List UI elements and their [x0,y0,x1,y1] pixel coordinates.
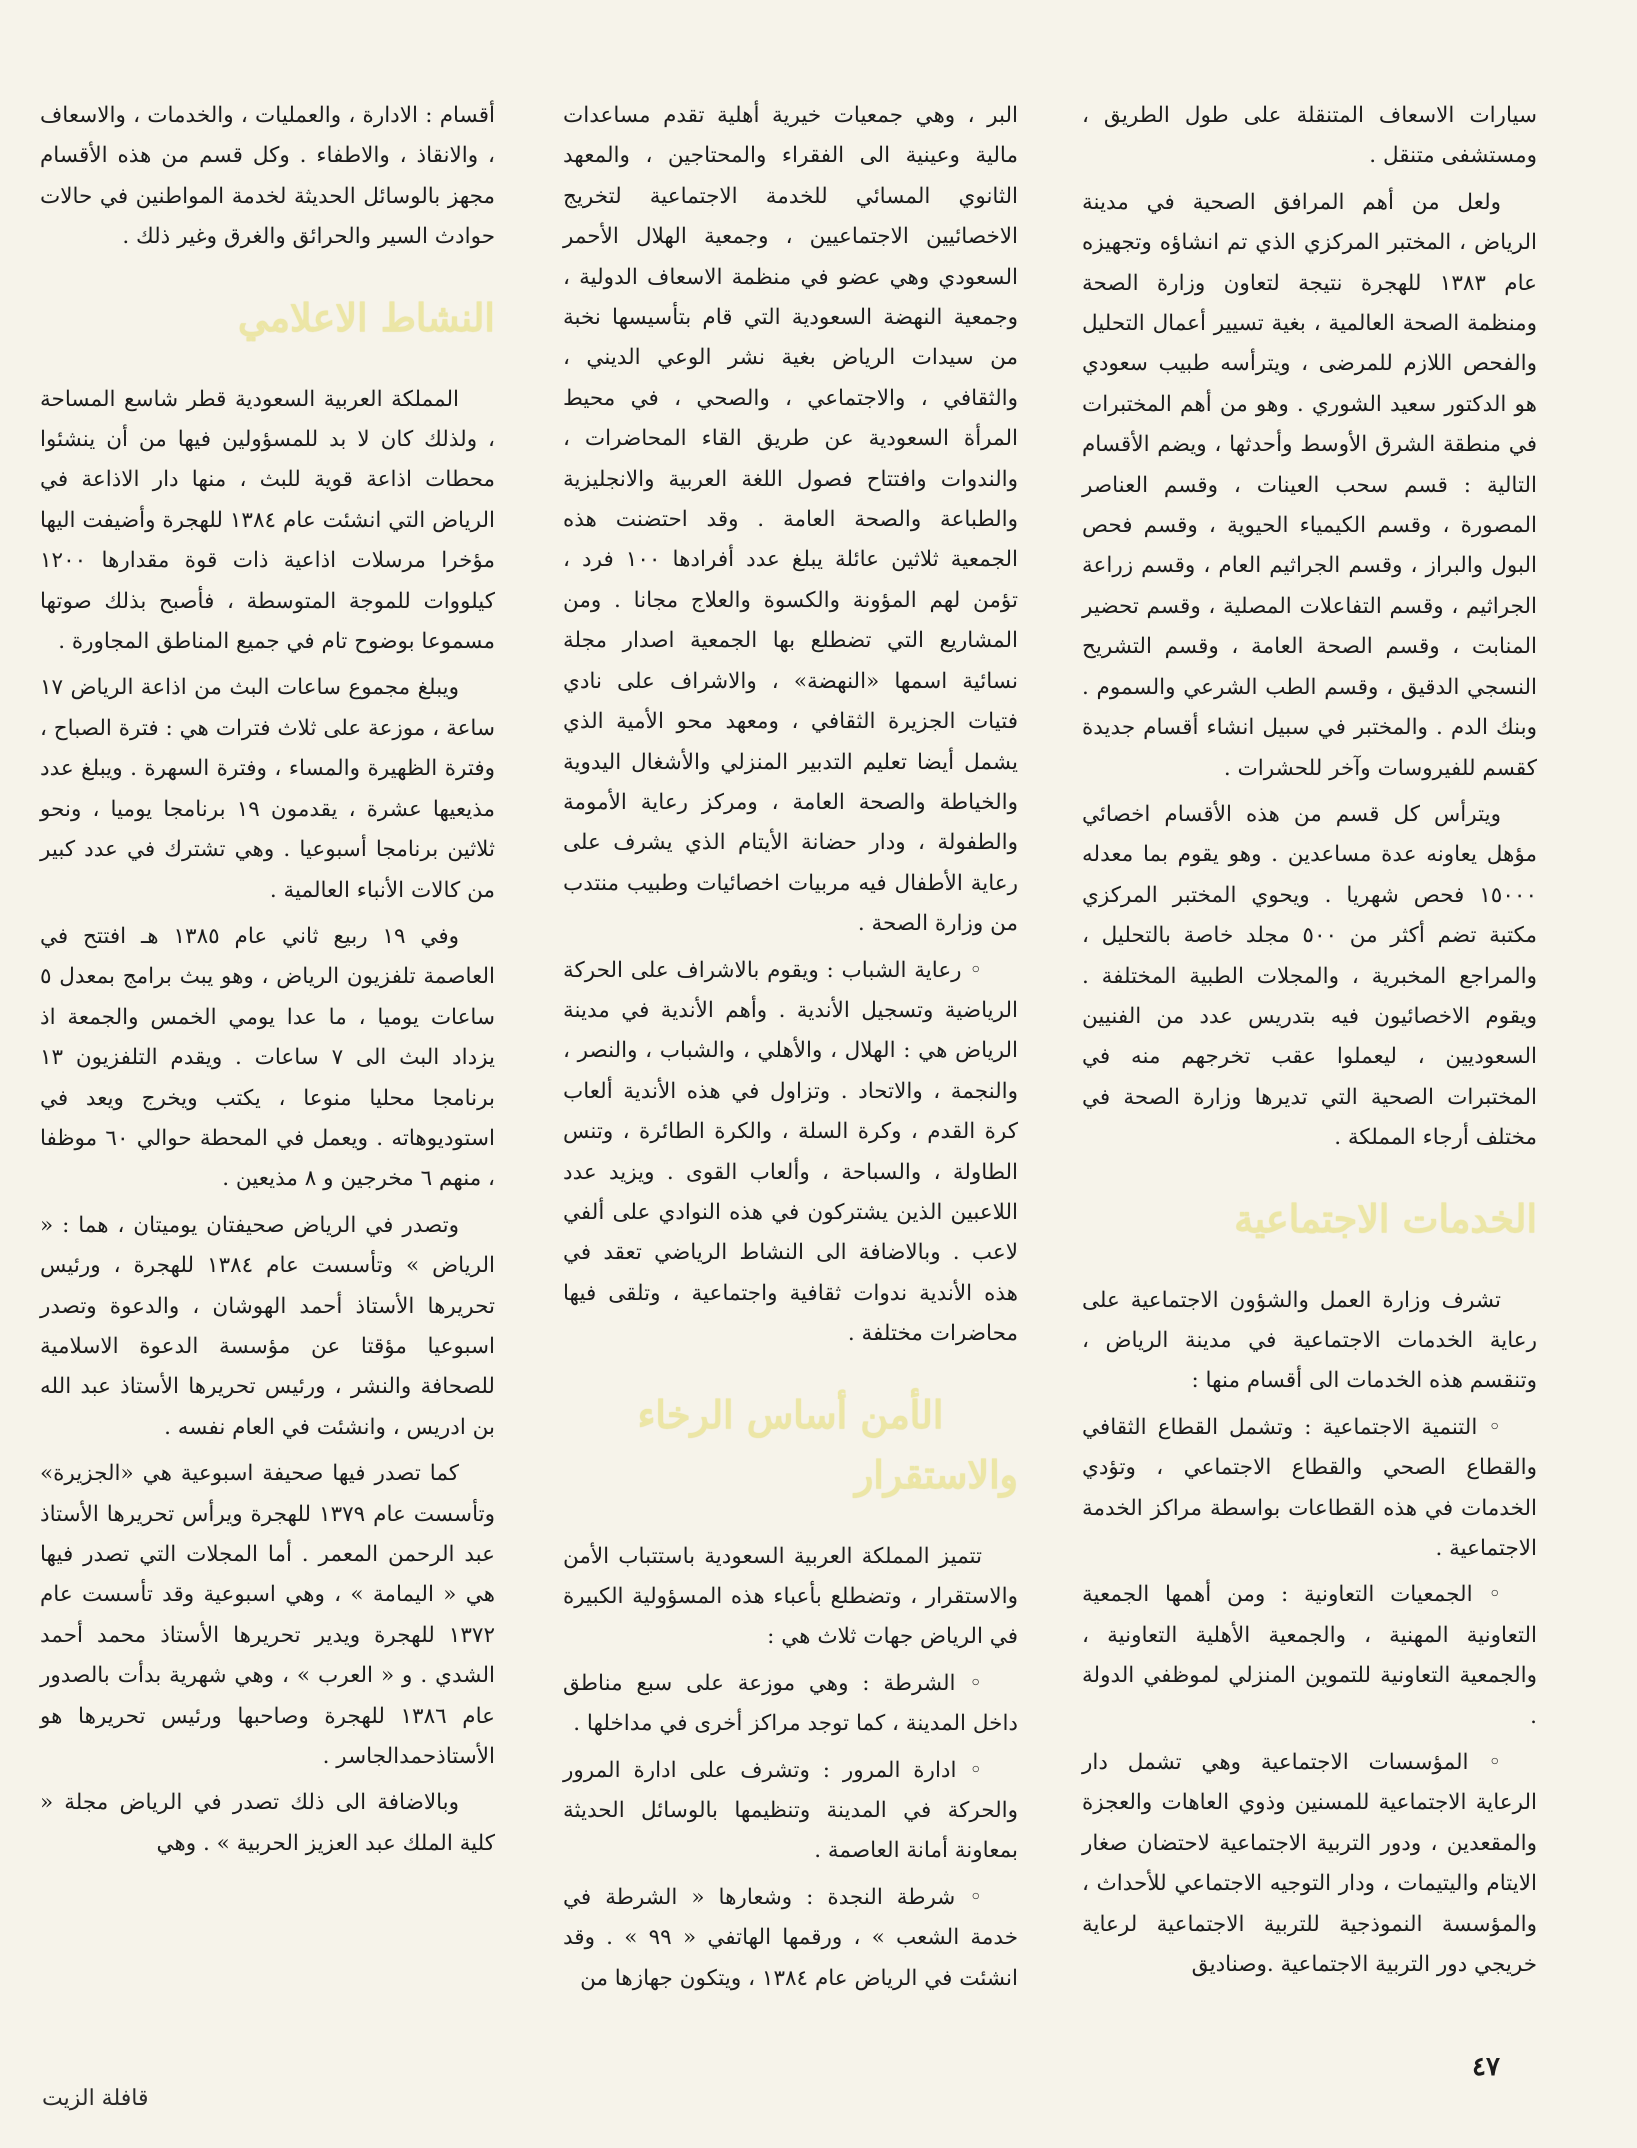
paragraph: ◦ الجمعيات التعاونية : ومن أهمها الجمعية التعاونية المهنية ، والجمعية الأهلية التعاونية ، والجمعية التعاونية للتموين المنزلي لموظفي الدولة . [1082,1582,1537,1729]
paragraph: وبالاضافة الى ذلك تصدر في الرياض مجلة « كلية الملك عبد العزيز الحربية » . وهي [40,1790,495,1856]
paragraph: وفي ١٩ ربيع ثاني عام ١٣٨٥ هـ افتتح في العاصمة تلفزيون الرياض ، وهو يبث برامج بمعدل ٥ ساعات يوميا ، ما عدا يومي الخمس والجمعة اذ يزداد البث الى ٧ ساعات . ويقدم التلفزيون ١٣ برنامجا محليا منوعا ، يكتب ويخرج ويعد في استوديوهاته . ويعمل في المحطة حوالي ٦٠ موظفا ، منهم ٦ مخرجين و ٨ مذيعين . [40,923,495,1192]
paragraph: ◦ ادارة المرور : وتشرف على ادارة المرور والحركة في المدينة وتنظيمها بالوسائل الحديثة بمعاونة أمانة العاصمة . [563,1757,1018,1864]
paragraph: تشرف وزارة العمل والشؤون الاجتماعية على رعاية الخدمات الاجتماعية في مدينة الرياض ، وتنقسم هذه الخدمات الى أقسام منها : [1082,1287,1537,1394]
paragraph: ◦ المؤسسات الاجتماعية وهي تشمل دار الرعاية الاجتماعية للمسنين وذوي العاهات والعجزة والمقعدين ، ودور التربية الاجتماعية لاحتضان صغار الايتام واليتيمات ، ودار التوجيه الاجتماعي للأحداث ، والمؤسسة النموذجية للتربية الاجتماعية لرعاية خريجي دور التربية الاجتماعية .وصناديق [1082,1750,1537,1978]
column-middle [563,96,1018,2005]
section-heading-security: الأمن أساس الرخاء والاستقرار [637,1391,1018,1497]
page-number: ٤٧ [1472,2052,1500,2082]
magazine-name: قافلة الزيت [42,2086,149,2111]
paragraph: ◦ التنمية الاجتماعية : وتشمل القطاع الثقافي والقطاع الصحي والقطاع الاجتماعي ، وتؤدي الخدمات في هذه القطاعات بواسطة مراكز الخدمة الاجتماعية . [1082,1414,1537,1561]
column-left [40,96,495,1870]
section-heading-media: النشاط الاعلامي [237,294,495,340]
paragraph: ولعل من أهم المرافق الصحية في مدينة الرياض ، المختبر المركزي الذي تم انشاؤه وتجهيزه عام ١٣٨٣ للهجرة نتيجة لتعاون وزارة الصحة ومنظمة الصحة العالمية ، بغية تسيير أعمال التحليل والفحص اللازم للمرضى ، ويترأسه طبيب سعودي هو الدكتور سعيد الشوري . وهو من أهم المختبرات في منطقة الشرق الأوسط وأحدثها ، ويضم الأقسام التالية : قسم سحب العينات ، وقسم العناصر المصورة ، وقسم الكيمياء الحيوية ، وقسم فحص البول والبراز ، وقسم الجراثيم العام ، وقسم زراعة الجراثيم ، وقسم التفاعلات المصلية ، وقسم تحضير المنابت ، وقسم الصحة العامة ، وقسم التشريح النسجي الدقيق ، وقسم الطب الشرعي والسموم . وبنك الدم . والمختبر في سبيل انشاء أقسام جديدة كقسم للفيروسات وآخر للحشرات . [1082,189,1538,781]
column-right [1082,96,1537,1991]
paragraph: سيارات الاسعاف المتنقلة على طول الطريق ، ومستشفى متنقل . [1082,103,1537,169]
paragraph: ويترأس كل قسم من هذه الأقسام اخصائي مؤهل يعاونه عدة مساعدين . وهو يقوم بما معدله ١٥٠٠٠ فحص شهريا . ويحوي المختبر المركزي مكتبة تضم أكثر من ٥٠٠ مجلد خاصة بالتحليل ، والمراجع المخبرية ، والمجلات الطبية المختلفة . ويقوم الاخصائيون فيه بتدريس عدد من الفنيين السعوديين ، ليعملوا عقب تخرجهم منه في المختبرات الصحية التي تديرها وزارة الصحة في مختلف أرجاء المملكة . [1082,801,1537,1151]
paragraph: ◦ شرطة النجدة : وشعارها « الشرطة في خدمة الشعب » ، ورقمها الهاتفي « ٩٩ » . وقد انشئت في الرياض عام ١٣٨٤ ، ويتكون جهازها من [563,1884,1019,1991]
paragraph: ◦ الشرطة : وهي موزعة على سبع مناطق داخل المدينة ، كما توجد مراكز أخرى في مداخلها . [563,1670,1018,1737]
paragraph: ويبلغ مجموع ساعات البث من اذاعة الرياض ١٧ ساعة ، موزعة على ثلاث فترات هي : فترة الصباح ، وفترة الظهيرة والمساء ، وفترة السهرة . ويبلغ عدد مذيعيها عشرة ، يقدمون ١٩ برنامجا يوميا ، ونحو ثلاثين برنامجا أسبوعيا . وهي تشترك في عدد كبير من كالات الأنباء العالمية . [40,675,495,903]
paragraph: كما تصدر فيها صحيفة اسبوعية هي «الجزيرة» وتأسست عام ١٣٧٩ للهجرة ويرأس تحريرها الأستاذ عبد الرحمن المعمر . أما المجلات التي تصدر فيها هي « اليمامة » ، وهي اسبوعية وقد تأسست عام ١٣٧٢ للهجرة ويدير تحريرها الأستاذ محمد أحمد الشدي . و « العرب » ، وهي شهرية بدأت بالصدور عام ١٣٨٦ للهجرة وصاحبها ورئيس تحريرها هو الأستاذحمدالجاسر . [40,1461,495,1770]
paragraph: أقسام : الادارة ، والعمليات ، والخدمات ، والاسعاف ، والانقاذ ، والاطفاء . وكل قسم من هذه الأقسام مجهز بالوسائل الحديثة لخدمة المواطنين في حالات حوادث السير والحرائق والغرق وغير ذلك . [40,103,495,250]
paragraph: المملكة العربية السعودية قطر شاسع المساحة ، ولذلك كان لا بد للمسؤولين فيها من أن ينشئوا محطات اذاعة قوية للبث ، منها دار الاذاعة في الرياض التي انشئت عام ١٣٨٤ للهجرة وأضيفت اليها مؤخرا مرسلات اذاعية ذات قوة مقدارها ١٢٠٠ كيلووات للموجة المتوسطة ، فأصبح بذلك صوتها مسموعا بوضوح تام في جميع المناطق المجاورة . [40,386,495,655]
paragraph: تتميز المملكة العربية السعودية باستتباب الأمن والاستقرار ، وتضطلع بأعباء هذه المسؤولية الكبيرة في الرياض جهات ثلاث هي : [563,1543,1018,1650]
section-heading-social-services: الخدمات الاجتماعية [1234,1195,1537,1241]
paragraph: ◦ رعاية الشباب : ويقوم بالاشراف على الحركة الرياضية وتسجيل الأندية . وأهم الأندية في مدينة الرياض هي : الهلال ، والأهلي ، والشباب ، والنصر ، والنجمة ، والاتحاد . وتزاول في هذه الأندية ألعاب كرة القدم ، وكرة السلة ، والكرة الطائرة ، وتنس الطاولة ، والسباحة ، وألعاب القوى . ويزيد عدد اللاعبين الذين يشتركون في هذه النوادي على ألفي لاعب . وبالاضافة الى النشاط الرياضي تعقد في هذه الأندية ندوات ثقافية واجتماعية ، وتلقى فيها محاضرات مختلفة . [563,957,1018,1347]
paragraph: البر ، وهي جمعيات خيرية أهلية تقدم مساعدات مالية وعينية الى الفقراء والمحتاجين ، والمعهد الثانوي المسائي للخدمة الاجتماعية لتخريج الاخصائيين الاجتماعيين ، وجمعية الهلال الأحمر السعودي وهي عضو في منظمة الاسعاف الدولية ، وجمعية النهضة السعودية التي قام بتأسيسها نخبة من سيدات الرياض بغية نشر الوعي الديني ، والثقافي ، والاجتماعي ، والصحي ، في محيط المرأة السعودية عن طريق القاء المحاضرات ، والندوات وافتتاح فصول اللغة العربية والانجليزية والطباعة والصحة العامة . وقد احتضنت هذه الجمعية ثلاثين عائلة يبلغ عدد أفرادها ١٠٠ فرد ، تؤمن لهم المؤونة والكسوة والعلاج مجانا . ومن المشاريع التي تضطلع بها الجمعية اصدار مجلة نسائية اسمها «النهضة» ، والاشراف على نادي فتيات الجزيرة الثقافي ، ومعهد محو الأمية الذي يشمل أيضا تعليم التدبير المنزلي والأشغال اليدوية والخياطة والصحة العامة ، ومركز رعاية الأمومة والطفولة ، ودار حضانة الأيتام الذي يشرف على رعاية الأطفال فيه مربيات اخصائيات وطبيب منتدب من وزارة الصحة . [563,103,1019,937]
paragraph: وتصدر في الرياض صحيفتان يوميتان ، هما : « الرياض » وتأسست عام ١٣٨٤ للهجرة ، ورئيس تحريرها الأستاذ أحمد الهوشان ، والدعوة وتصدر اسبوعيا مؤقتا عن مؤسسة الدعوة الاسلامية للصحافة والنشر ، ورئيس تحريرها الأستاذ عبد الله بن ادريس ، وانشئت في العام نفسه . [40,1212,495,1440]
